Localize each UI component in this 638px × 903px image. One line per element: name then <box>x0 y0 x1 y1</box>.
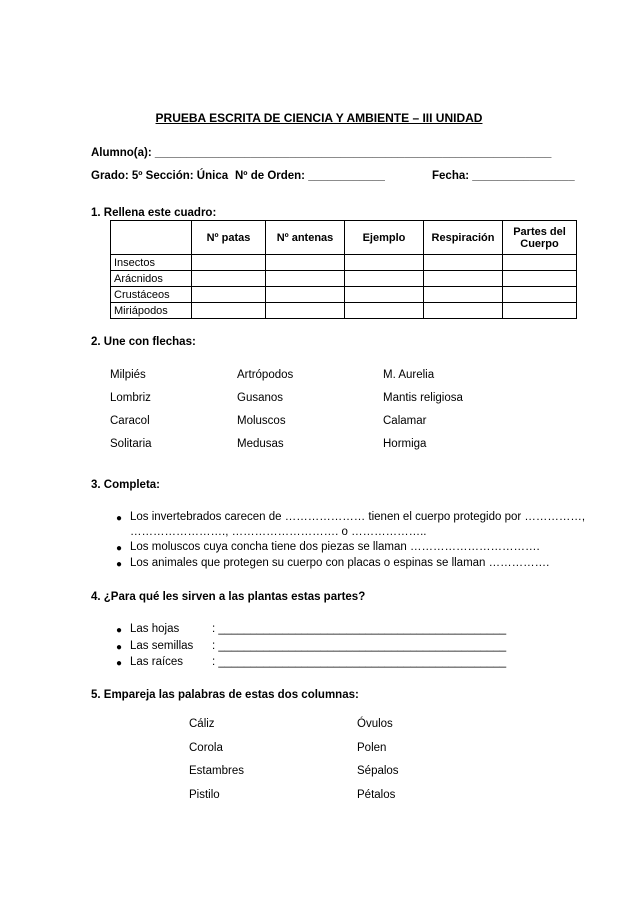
list-item: Polen <box>357 742 387 754</box>
answer-line: : _____________________________________________ <box>212 623 507 635</box>
answer-cell[interactable] <box>266 303 345 319</box>
answer-cell[interactable] <box>266 271 345 287</box>
answer-cell[interactable] <box>192 271 266 287</box>
row-label: Arácnidos <box>111 271 192 287</box>
answer-cell[interactable] <box>192 303 266 319</box>
list-item: Las raíces <box>130 656 184 668</box>
answer-line: : _____________________________________________ <box>212 640 507 652</box>
list-item: Los invertebrados carecen de ………………… tienen el cuerpo protegido por ……………, <box>130 511 586 523</box>
list-item: Pétalos <box>357 789 396 801</box>
answer-cell[interactable] <box>266 255 345 271</box>
table-header-cell: Ejemplo <box>345 221 424 255</box>
list-item: Artrópodos <box>237 369 294 381</box>
list-item: Calamar <box>383 415 427 427</box>
q1-heading: 1. Rellena este cuadro: <box>91 207 217 219</box>
answer-cell[interactable] <box>503 287 577 303</box>
list-item: Lombriz <box>110 392 151 404</box>
bullet-icon: ● <box>116 625 123 636</box>
answer-cell[interactable] <box>503 303 577 319</box>
list-item: Sépalos <box>357 765 399 777</box>
list-item: Gusanos <box>237 392 284 404</box>
answer-cell[interactable] <box>345 271 424 287</box>
q4-heading: 4. ¿Para qué les sirven a las plantas estas partes? <box>91 591 366 603</box>
bullet-icon: ● <box>116 658 123 669</box>
list-item: Corola <box>189 742 223 754</box>
answer-cell[interactable] <box>503 271 577 287</box>
answer-line: : _____________________________________________ <box>212 656 507 668</box>
answer-cell[interactable] <box>266 287 345 303</box>
date-field: Fecha: ________________ <box>432 170 575 182</box>
page-title: PRUEBA ESCRITA DE CIENCIA Y AMBIENTE – III UNIDAD <box>155 111 483 125</box>
list-item: Milpiés <box>110 369 146 381</box>
animals-table <box>110 220 577 319</box>
table-header-cell: Partes del Cuerpo <box>503 221 577 255</box>
answer-cell[interactable] <box>192 287 266 303</box>
list-item: Caracol <box>110 415 150 427</box>
bullet-icon: ● <box>116 513 123 524</box>
row-label: Miriápodos <box>111 303 192 319</box>
list-item: Los animales que protegen su cuerpo con placas o espinas se llaman ……………. <box>130 557 550 569</box>
answer-cell[interactable] <box>345 303 424 319</box>
table-header-row <box>111 221 577 255</box>
answer-cell[interactable] <box>345 287 424 303</box>
answer-cell[interactable] <box>424 287 503 303</box>
row-label: Insectos <box>111 255 192 271</box>
answer-cell[interactable] <box>424 303 503 319</box>
q5-heading: 5. Empareja las palabras de estas dos columnas: <box>91 689 359 701</box>
table-header-cell <box>111 221 192 255</box>
list-item: Estambres <box>189 765 244 777</box>
list-item: Pistilo <box>189 789 220 801</box>
bullet-icon: ● <box>116 543 123 554</box>
student-name-field: Alumno(a): ______________________________________________________________ <box>91 147 552 159</box>
order-number-field: Nº de Orden: ____________ <box>235 170 385 182</box>
row-label: Crustáceos <box>111 287 192 303</box>
table-header-cell: Respiración <box>424 221 503 255</box>
list-item: Óvulos <box>357 718 393 730</box>
table-row <box>111 287 577 303</box>
table-row <box>111 303 577 319</box>
list-item: Solitaria <box>110 438 152 450</box>
list-item: Cáliz <box>189 718 215 730</box>
table-header-cell: Nº patas <box>192 221 266 255</box>
answer-cell[interactable] <box>192 255 266 271</box>
answer-cell[interactable] <box>424 271 503 287</box>
list-item: M. Aurelia <box>383 369 435 381</box>
list-item: Las semillas <box>130 640 194 652</box>
list-item: ……………………., ………………………. o ……………….. <box>130 526 427 538</box>
table-row <box>111 255 577 271</box>
list-item: Medusas <box>237 438 284 450</box>
answer-cell[interactable] <box>424 255 503 271</box>
list-item: Las hojas <box>130 623 180 635</box>
list-item: Mantis religiosa <box>383 392 463 404</box>
table-row <box>111 271 577 287</box>
q2-heading: 2. Une con flechas: <box>91 336 196 348</box>
table-header-cell: Nº antenas <box>266 221 345 255</box>
list-item: Moluscos <box>237 415 286 427</box>
list-item: Hormiga <box>383 438 427 450</box>
answer-cell[interactable] <box>345 255 424 271</box>
bullet-icon: ● <box>116 642 123 653</box>
list-item: Los moluscos cuya concha tiene dos piezas se llaman ……………………………. <box>130 541 540 553</box>
bullet-icon: ● <box>116 559 123 570</box>
q3-heading: 3. Completa: <box>91 479 161 491</box>
grade-section: Grado: 5º Sección: Única <box>91 170 229 182</box>
answer-cell[interactable] <box>503 255 577 271</box>
